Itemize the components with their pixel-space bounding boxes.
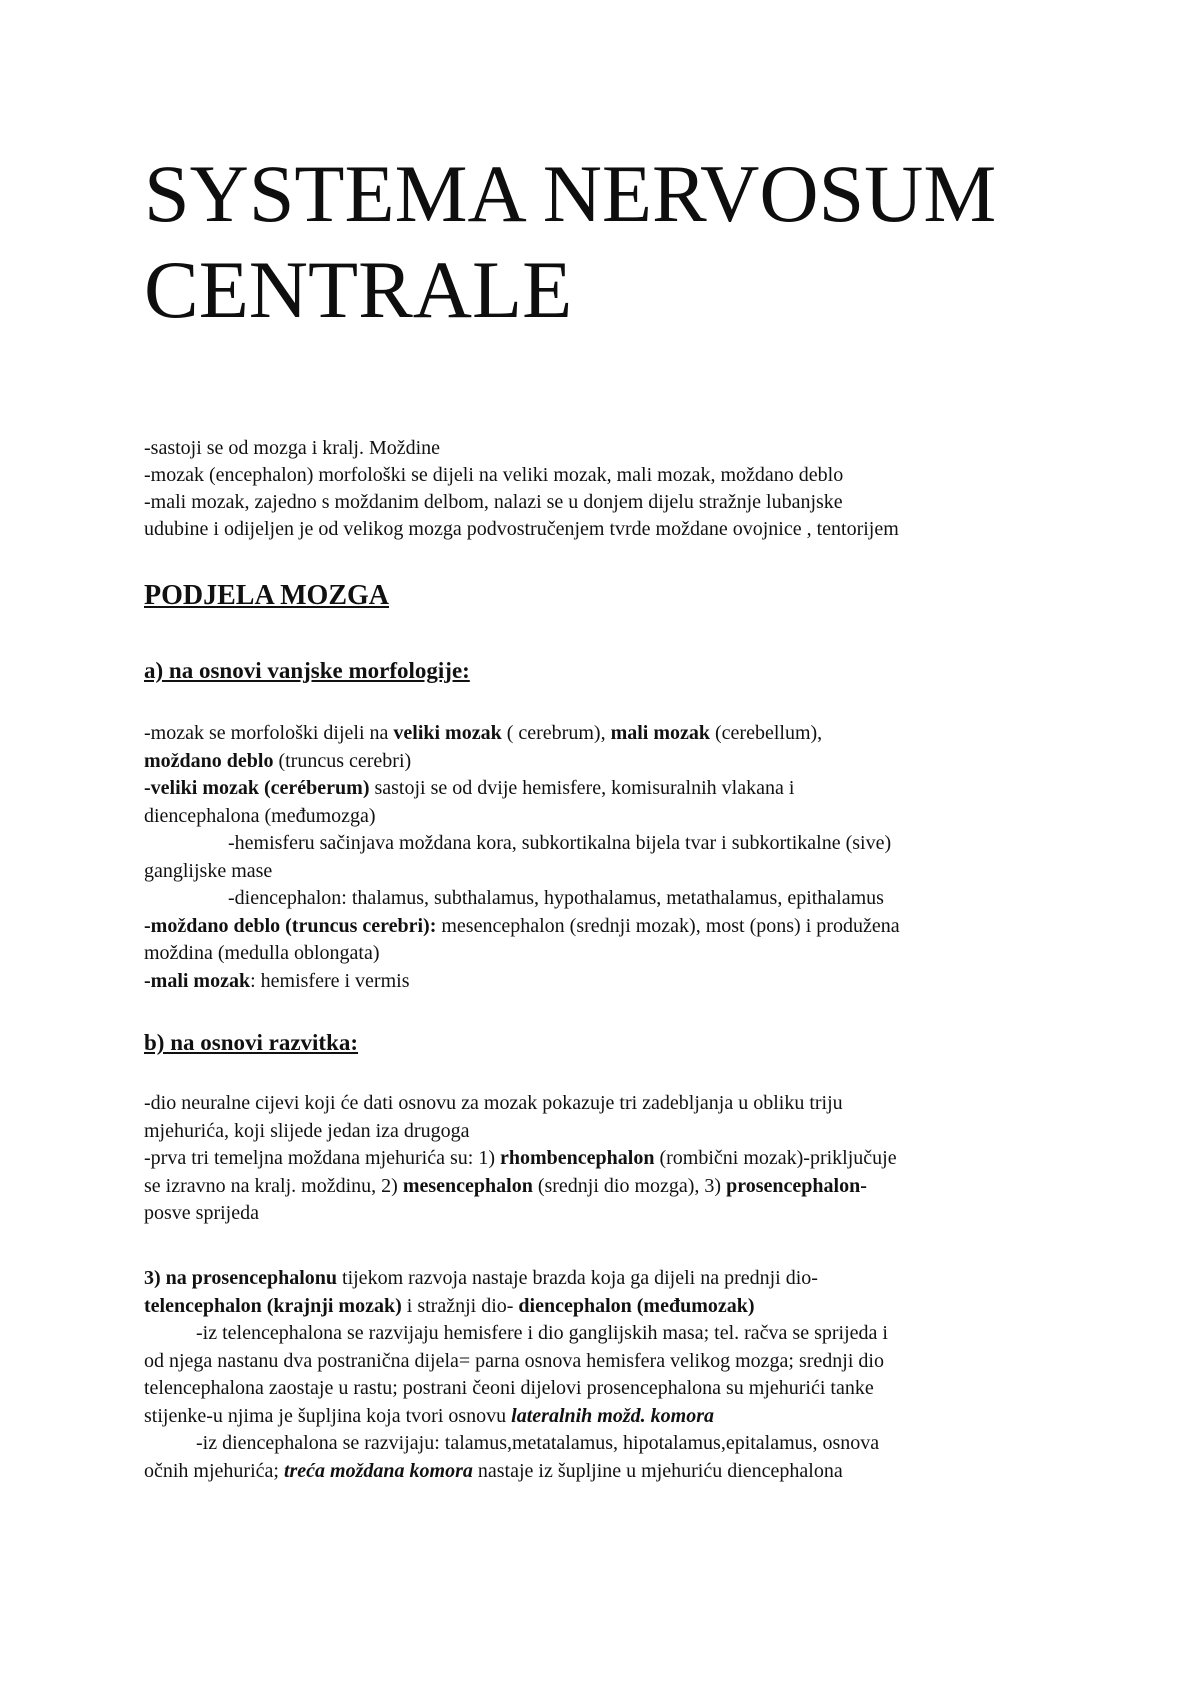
intro-line: -sastoji se od mozga i kralj. Moždine <box>144 437 441 459</box>
text-line: posve sprijeda <box>144 1202 259 1224</box>
text-line <box>144 1403 1094 1431</box>
text-run: tijekom razvoja nastaje brazda koja ga dijeli na prednji dio- <box>337 1267 818 1289</box>
bold-italic-term: lateralnih možd. komora <box>511 1404 714 1427</box>
bold-term: -mali mozak <box>144 969 251 992</box>
text-line: moždina (medulla oblongata) <box>144 942 380 964</box>
bold-term: prosencephalon <box>726 1174 861 1197</box>
text-run: -mozak se morfološki dijeli na <box>144 722 394 744</box>
text-run: očnih mjehurića; <box>144 1459 284 1482</box>
text-run: (srednji dio mozga), 3) <box>532 1174 727 1197</box>
text-line <box>144 1265 1094 1293</box>
bold-term: 3) na prosencephalonu <box>144 1267 338 1289</box>
text-run: sastoji se od dvije hemisfere, komisuralnih vlakana i <box>369 777 795 799</box>
bold-term: - <box>860 1174 867 1197</box>
bold-term: rhombencephalon <box>499 1147 655 1169</box>
text-run: : hemisfere i vermis <box>250 969 410 992</box>
text-line <box>144 1145 1094 1173</box>
text-line: telencephalona zaostaje u rastu; postrani čeoni dijelovi prosencephalona su mjehurići tanke <box>144 1377 874 1399</box>
bold-term: veliki mozak <box>393 722 502 744</box>
text-run: se izravno na kralj. moždinu, 2) <box>144 1174 403 1197</box>
intro-line: -mozak (encephalon) morfološki se dijeli na veliki mozak, mali mozak, moždano deblo <box>144 464 844 486</box>
section-c-body <box>144 1265 1094 1485</box>
intro-line: -mali mozak, zajedno s moždanim delbom, nalazi se u donjem dijelu stražnje lubanjske <box>144 491 843 513</box>
bold-term: -moždano deblo (truncus cerebri): <box>144 914 437 937</box>
text-run: ( cerebrum), <box>501 722 611 744</box>
document-title <box>144 146 1124 338</box>
text-line: -hemisferu sačinjava moždana kora, subkortikalna bijela tvar i subkortikalne (sive) <box>228 832 892 854</box>
title-line-1: SYSTEMA NERVOSUM <box>144 148 997 239</box>
text-line <box>144 748 1094 776</box>
text-line: mjehurića, koji slijede jedan iza drugoga <box>144 1119 470 1142</box>
text-line: -iz telencephalona se razvijaju hemisfere i dio ganglijskih masa; tel. račva se sprijeda i <box>196 1322 888 1344</box>
text-run: (cerebellum), <box>710 722 823 744</box>
text-run: stijenke-u njima je šupljina koja tvori osnovu <box>144 1404 512 1427</box>
text-line <box>144 913 1094 941</box>
text-run: (truncus cerebri) <box>273 749 412 772</box>
title-line-2: CENTRALE <box>144 244 573 335</box>
bold-term: mali mozak <box>610 722 710 744</box>
text-run: nastaje iz šupljine u mjehuriću diencephalona <box>472 1459 843 1482</box>
text-line <box>144 968 1094 996</box>
heading-section-a: a) na osnovi vanjske morfologije: <box>144 658 470 683</box>
text-run: i stražnji dio- <box>401 1294 519 1317</box>
text-line <box>144 775 1094 803</box>
text-run: -prva tri temeljna moždana mjehurića su: 1) <box>144 1147 500 1169</box>
text-line: diencephalona (međumozga) <box>144 804 376 827</box>
text-line <box>144 1173 1094 1201</box>
bold-italic-term: treća moždana komora <box>283 1459 473 1482</box>
text-line <box>144 720 1094 748</box>
text-run: mesencephalon (srednji mozak), most (pons) i produžena <box>436 914 900 937</box>
intro-line: udubine i odijeljen je od velikog mozga podvostručenjem tvrde moždane ovojnice , tentorijem <box>144 518 899 540</box>
bold-term: diencephalon (međumozak) <box>518 1294 755 1317</box>
section-a-body <box>144 720 1094 995</box>
text-line <box>144 1458 1094 1486</box>
heading-section-b: b) na osnovi razvitka: <box>144 1030 359 1055</box>
text-line: od njega nastanu dva postranična dijela= parna osnova hemisfera velikog mozga; srednji dio <box>144 1349 884 1372</box>
intro-paragraph <box>144 435 1104 543</box>
text-line <box>144 1293 1094 1321</box>
text-line: -diencephalon: thalamus, subthalamus, hypothalamus, metathalamus, epithalamus <box>228 887 884 909</box>
bold-term: telencephalon (krajnji mozak) <box>144 1294 402 1317</box>
heading-podjela-mozga: PODJELA MOZGA <box>144 580 390 611</box>
bold-term: moždano deblo <box>144 749 274 772</box>
section-b-body <box>144 1090 1094 1228</box>
bold-term: -veliki mozak (ceréberum) <box>144 777 370 799</box>
text-run: (rombični mozak)-priključuje <box>654 1147 897 1169</box>
text-line: -dio neuralne cijevi koji će dati osnovu za mozak pokazuje tri zadebljanja u obliku triju <box>144 1092 843 1114</box>
text-line: -iz diencephalona se razvijaju: talamus,metatalamus, hipotalamus,epitalamus, osnova <box>196 1432 880 1454</box>
text-line: ganglijske mase <box>144 859 273 882</box>
bold-term: mesencephalon <box>402 1174 533 1197</box>
